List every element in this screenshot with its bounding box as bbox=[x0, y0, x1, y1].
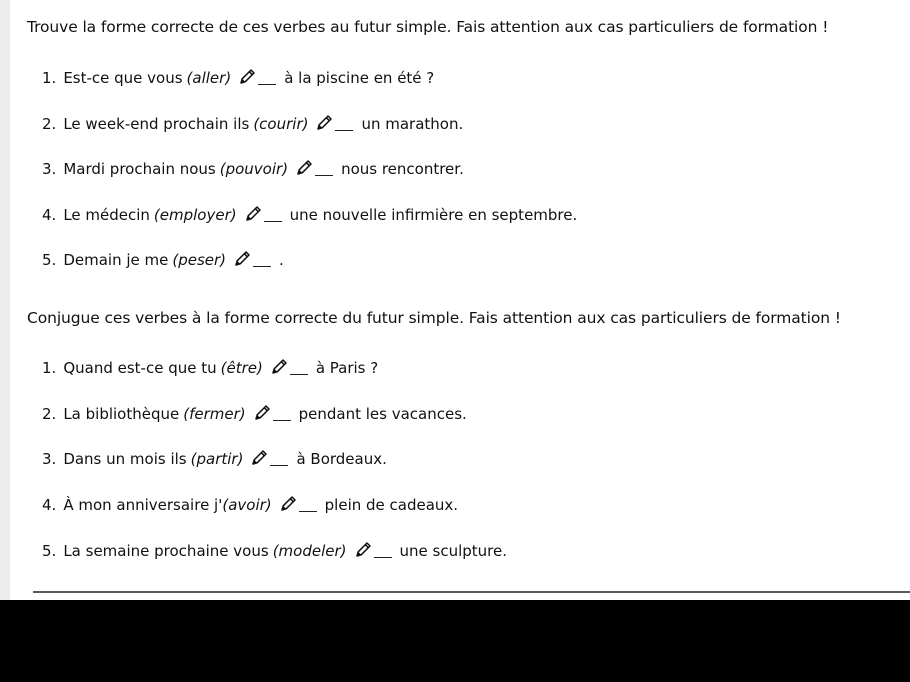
sentence-start: Demain je me bbox=[63, 251, 169, 269]
pencil-icon bbox=[269, 358, 289, 376]
left-margin-bar bbox=[0, 0, 10, 600]
exercise-item bbox=[42, 538, 507, 560]
item-number: 4. bbox=[42, 206, 57, 224]
answer-field[interactable] bbox=[243, 205, 282, 223]
sentence-start: Est-ce que vous bbox=[63, 69, 183, 87]
exercise-item bbox=[42, 401, 467, 423]
sentence-start: Dans un mois ils bbox=[63, 450, 187, 468]
item-number: 3. bbox=[42, 160, 57, 178]
answer-blank-line bbox=[258, 84, 276, 85]
item-number: 1. bbox=[42, 69, 57, 87]
verb-hint: (avoir) bbox=[222, 496, 272, 514]
exercise-item bbox=[42, 446, 387, 468]
sentence-end: à Paris ? bbox=[315, 359, 379, 377]
answer-field[interactable] bbox=[249, 449, 288, 467]
item-number: 1. bbox=[42, 359, 57, 377]
sentence-end: une sculpture. bbox=[399, 542, 507, 560]
answer-field[interactable] bbox=[294, 159, 333, 177]
answer-field[interactable] bbox=[269, 358, 308, 376]
answer-blank-line bbox=[264, 221, 282, 222]
section-2-instruction: Conjugue ces verbes à la forme correcte du futur simple. Fais attention aux cas particuliers de formation ! bbox=[27, 309, 841, 327]
answer-blank-line bbox=[273, 420, 291, 421]
answer-blank-line bbox=[299, 511, 317, 512]
answer-blank-line bbox=[290, 374, 308, 375]
pencil-icon bbox=[353, 541, 373, 559]
answer-blank-line bbox=[335, 130, 353, 131]
item-number: 5. bbox=[42, 251, 57, 269]
sentence-start: Le médecin bbox=[63, 206, 150, 224]
exercise-item bbox=[42, 355, 378, 377]
pencil-icon bbox=[294, 159, 314, 177]
sentence-end: une nouvelle infirmière en septembre. bbox=[289, 206, 578, 224]
answer-blank-line bbox=[374, 557, 392, 558]
answer-field[interactable] bbox=[314, 114, 353, 132]
sentence-end: plein de cadeaux. bbox=[324, 496, 459, 514]
pencil-icon bbox=[249, 449, 269, 467]
verb-hint: (modeler) bbox=[272, 542, 347, 560]
pencil-icon bbox=[252, 404, 272, 422]
pencil-icon bbox=[243, 205, 263, 223]
item-number: 5. bbox=[42, 542, 57, 560]
exercise-item bbox=[42, 156, 464, 178]
exercise-item bbox=[42, 202, 577, 224]
answer-field[interactable] bbox=[237, 68, 276, 86]
section-1-instruction: Trouve la forme correcte de ces verbes au futur simple. Fais attention aux cas particuliers de formation ! bbox=[27, 18, 829, 36]
item-number: 2. bbox=[42, 405, 57, 423]
pencil-icon bbox=[278, 495, 298, 513]
verb-hint: (être) bbox=[220, 359, 263, 377]
item-number: 4. bbox=[42, 496, 57, 514]
sentence-start: La bibliothèque bbox=[63, 405, 180, 423]
item-number: 2. bbox=[42, 115, 57, 133]
sentence-end: un marathon. bbox=[361, 115, 464, 133]
answer-field[interactable] bbox=[252, 404, 291, 422]
answer-field[interactable] bbox=[278, 495, 317, 513]
sentence-start: La semaine prochaine vous bbox=[63, 542, 269, 560]
exercise-item bbox=[42, 65, 434, 87]
exercise-item bbox=[42, 111, 463, 133]
verb-hint: (pouvoir) bbox=[219, 160, 289, 178]
answer-blank-line bbox=[315, 175, 333, 176]
verb-hint: (peser) bbox=[172, 251, 227, 269]
pencil-icon bbox=[237, 68, 257, 86]
answer-blank-line bbox=[270, 465, 288, 466]
sentence-end: . bbox=[279, 251, 284, 269]
verb-hint: (courir) bbox=[253, 115, 309, 133]
verb-hint: (partir) bbox=[190, 450, 244, 468]
sentence-start: Mardi prochain nous bbox=[63, 160, 216, 178]
pencil-icon bbox=[314, 114, 334, 132]
sentence-end: pendant les vacances. bbox=[298, 405, 467, 423]
bottom-divider bbox=[33, 591, 910, 593]
exercise-item bbox=[42, 492, 458, 514]
verb-hint: (employer) bbox=[153, 206, 237, 224]
item-number: 3. bbox=[42, 450, 57, 468]
sentence-start: Quand est-ce que tu bbox=[63, 359, 217, 377]
answer-field[interactable] bbox=[232, 250, 271, 268]
verb-hint: (aller) bbox=[186, 69, 232, 87]
sentence-start: À mon anniversaire j' bbox=[63, 496, 223, 514]
sentence-end: à Bordeaux. bbox=[296, 450, 387, 468]
verb-hint: (fermer) bbox=[183, 405, 246, 423]
sentence-start: Le week-end prochain ils bbox=[63, 115, 250, 133]
pencil-icon bbox=[232, 250, 252, 268]
answer-field[interactable] bbox=[353, 541, 392, 559]
sentence-end: à la piscine en été ? bbox=[284, 69, 435, 87]
sentence-end: nous rencontrer. bbox=[341, 160, 464, 178]
exercise-item bbox=[42, 247, 284, 269]
answer-blank-line bbox=[253, 266, 271, 267]
